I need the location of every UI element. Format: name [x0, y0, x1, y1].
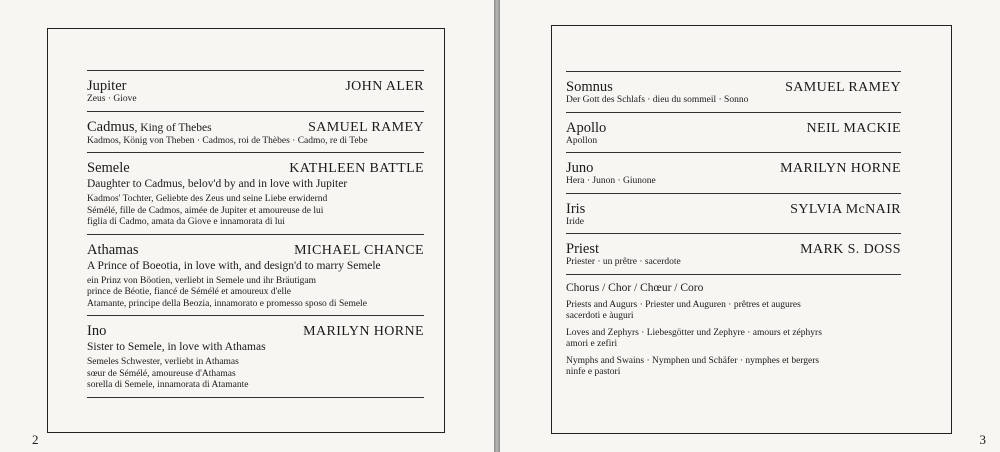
- role-translation: Semeles Schwester, verliebt in Athamas: [87, 357, 239, 367]
- divider: [87, 397, 424, 398]
- cast-entry-jupiter: [87, 71, 424, 111]
- role-name: Somnus: [566, 79, 613, 95]
- singer-name: NEIL MACKIE: [806, 120, 901, 136]
- chorus-group-line: Nymphs and Swains · Nymphen und Schäfer · nymphes et bergers: [566, 355, 820, 366]
- singer-name: JOHN ALER: [345, 79, 424, 94]
- singer-name: SYLVIA McNAIR: [790, 201, 901, 217]
- role-translation: Kadmos, König von Theben · Cadmos, roi de Thèbes · Cadmo, re di Tebe: [87, 135, 368, 146]
- chorus-group: [566, 356, 901, 379]
- chorus-group-line: ninfe e pastori: [566, 367, 621, 377]
- cast-entry-somnus: [566, 72, 901, 112]
- role-translation: Kadmos' Tochter, Geliebte des Zeus und seine Liebe erwidernd: [87, 194, 328, 204]
- role-description: A Prince of Boeotia, in love with, and design'd to marry Semele: [87, 259, 381, 272]
- chorus-section: [566, 275, 901, 379]
- chorus-group: [566, 300, 901, 323]
- cast-entry-iris: [566, 194, 901, 234]
- left-page: [0, 0, 494, 452]
- role-name: Juno: [566, 160, 594, 176]
- singer-name: SAMUEL RAMEY: [785, 80, 901, 95]
- role-name: Athamas: [87, 241, 139, 258]
- cast-entry-priest: [566, 234, 901, 274]
- role-translation: Apollon: [566, 135, 598, 146]
- role-subtitle: , King of Thebes: [134, 121, 212, 134]
- singer-name: MARK S. DOSS: [800, 242, 901, 257]
- role-translation: Sémélé, fille de Cadmos, aimée de Jupiter et amoureuse de lui: [87, 205, 324, 216]
- chorus-group-line: amori e zefiri: [566, 339, 618, 349]
- chorus-group: [566, 328, 901, 351]
- role-translation: figlia di Cadmo, amata da Giove e innamorata di lui: [87, 217, 285, 227]
- role-description: Daughter to Cadmus, belov'd by and in love with Jupiter: [87, 178, 348, 190]
- role-name: Iris: [566, 200, 586, 217]
- cast-entry-apollo: [566, 113, 901, 153]
- role-translation: Priester · un prêtre · sacerdote: [566, 257, 681, 267]
- cast-entry-athamas: [87, 235, 424, 316]
- role-translation: Der Gott des Schlafs · dieu du sommeil · Sonno: [566, 95, 749, 105]
- right-cast-list: [566, 71, 901, 379]
- singer-name: MARILYN HORNE: [303, 324, 424, 339]
- chorus-title: Chorus / Chor / Chœur / Coro: [566, 281, 704, 294]
- role-translation: Iride: [566, 216, 584, 227]
- cast-entry-juno: [566, 153, 901, 193]
- role-translation: sœur de Sémélé, amoureuse d'Athamas: [87, 368, 236, 379]
- role-translation: sorella di Semele, innamorata di Atamante: [87, 380, 249, 390]
- cast-entry-ino: [87, 316, 424, 397]
- singer-name: KATHLEEN BATTLE: [289, 161, 424, 176]
- role-translation: Atamante, principe della Beozia, innamorato e promesso sposo di Semele: [87, 298, 367, 309]
- singer-name: MICHAEL CHANCE: [294, 242, 424, 258]
- role-description: Sister to Semele, in love with Athamas: [87, 341, 266, 353]
- page-number: 2: [32, 432, 39, 447]
- cast-entry-semele: [87, 153, 424, 234]
- singer-name: SAMUEL RAMEY: [308, 119, 424, 135]
- chorus-group-line: Loves and Zephyrs · Liebesgötter und Zephyre · amours et zéphyrs: [566, 327, 822, 338]
- role-name: Cadmus: [87, 118, 135, 135]
- role-translation: Zeus · Giove: [87, 94, 137, 104]
- role-name: Apollo: [566, 119, 607, 136]
- role-translation: ein Prinz von Böotien, verliebt in Semele und ihr Bräutigam: [87, 275, 317, 286]
- left-cast-list: [87, 70, 424, 398]
- role-name: Jupiter: [87, 78, 127, 94]
- role-name: Priest: [566, 241, 600, 257]
- role-translation: Hera · Junon · Giunone: [566, 176, 656, 186]
- chorus-group-line: sacerdoti e àuguri: [566, 311, 634, 321]
- chorus-group-line: Priests and Augurs · Priester und Auguren · prêtres et augures: [566, 299, 801, 310]
- page-number: 3: [979, 432, 986, 447]
- cast-entry-cadmus: [87, 112, 424, 153]
- role-translation: prince de Béotie, fiancé de Sémélé et amoureux d'elle: [87, 287, 292, 297]
- role-name: Semele: [87, 160, 130, 176]
- role-name: Ino: [87, 323, 107, 339]
- singer-name: MARILYN HORNE: [780, 161, 901, 176]
